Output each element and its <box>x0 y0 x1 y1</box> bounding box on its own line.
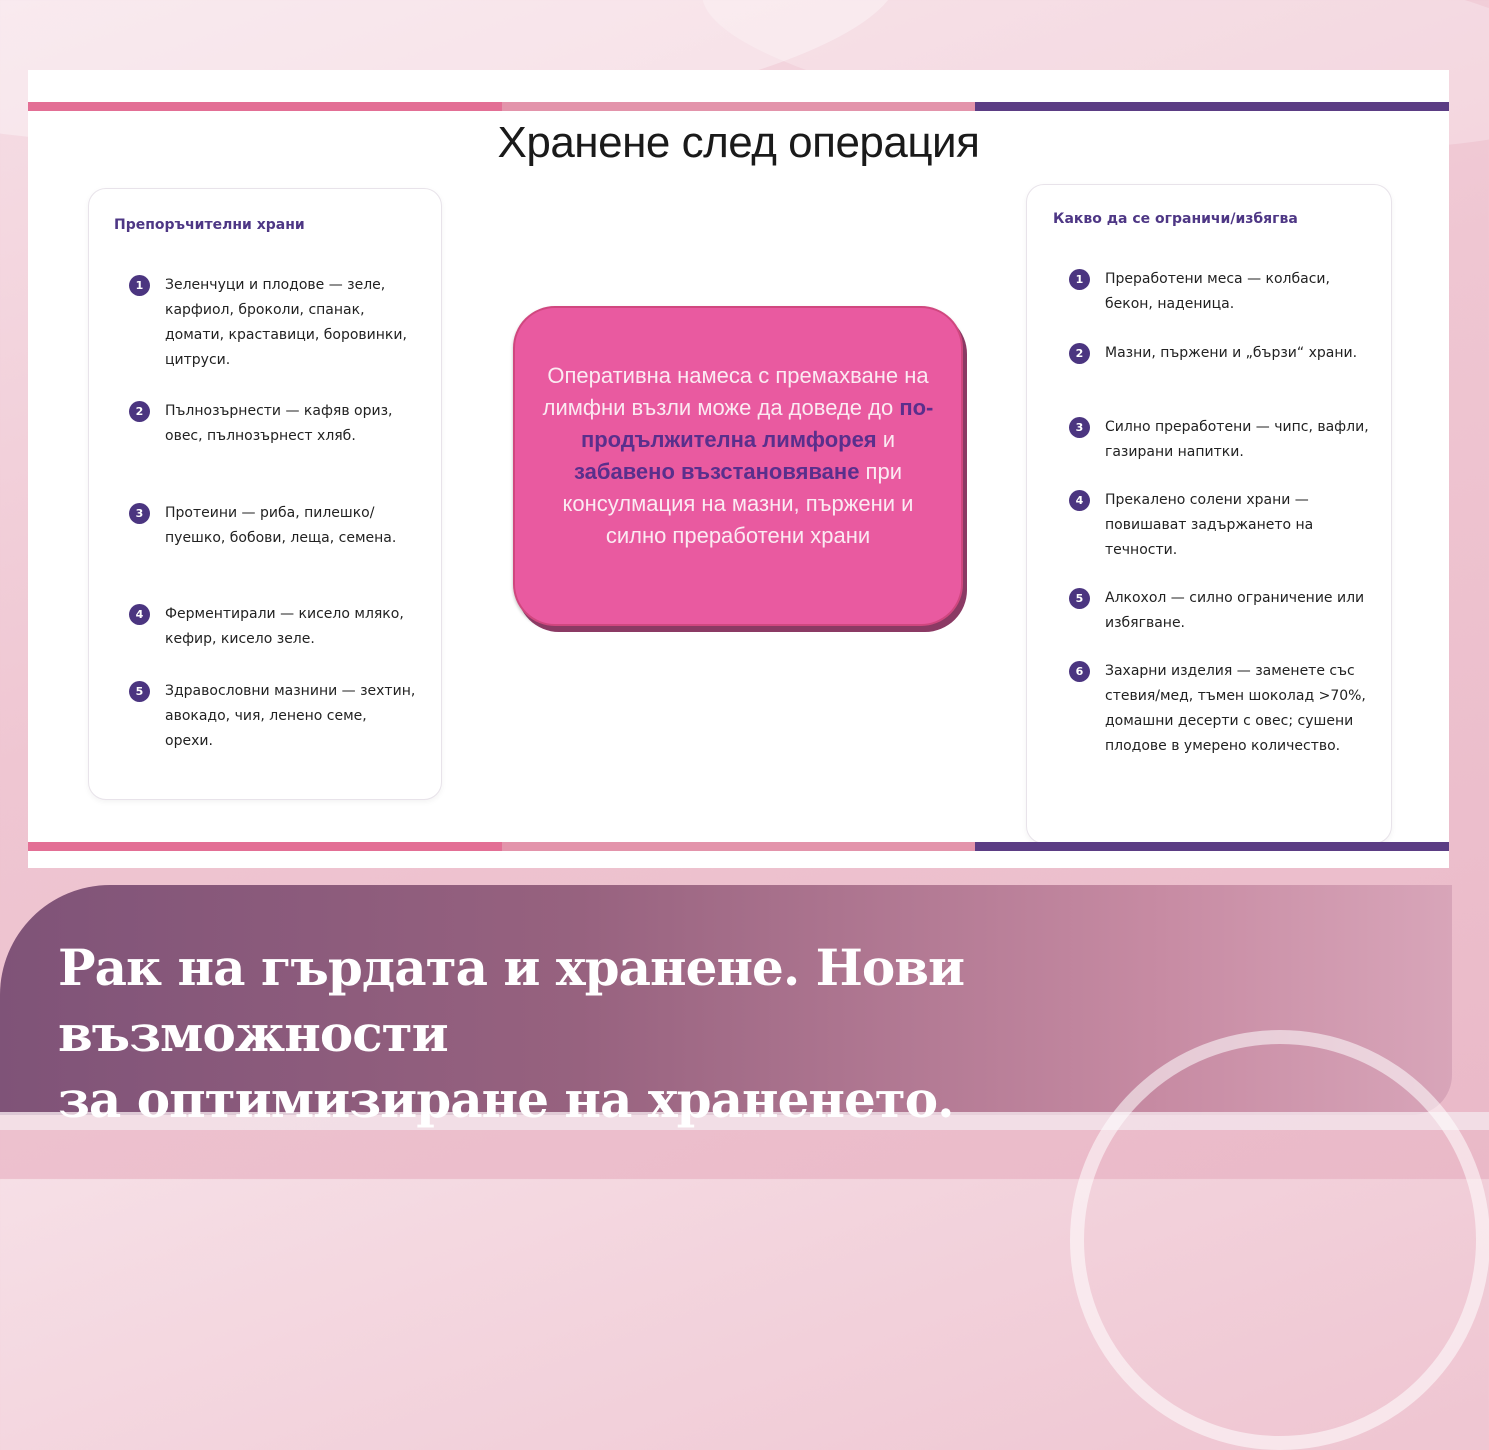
number-badge: 6 <box>1069 661 1090 682</box>
banner-title-line-2: за оптимизиране на храненето. <box>58 1070 954 1129</box>
list-item-text: Алкохол — силно ограничение или избягване. <box>1105 590 1365 631</box>
warning-text: Оперативна намеса с премахване на лимфни възли може да доведе до по-продължителна лимфорея и забавено възстановяване при консулмация на мазни, пържени и силно преработени храни <box>542 363 934 548</box>
top-stripe <box>28 102 1449 111</box>
list-item <box>129 602 419 652</box>
list-item <box>129 501 419 551</box>
slide-title: Хранене след операция <box>497 118 980 167</box>
list-item <box>1069 586 1369 636</box>
highlight-recovery: забавено възстановяване <box>573 459 860 484</box>
list-item-text: Прекалено солени храни — повишават задържането на течности. <box>1105 492 1314 558</box>
list-item <box>1069 415 1369 465</box>
number-badge: 1 <box>1069 269 1090 290</box>
card-heading: Препоръчителни храни <box>114 217 305 233</box>
recommended-foods-card <box>88 188 442 800</box>
list-item <box>1069 659 1369 759</box>
slide <box>28 70 1449 868</box>
list-item-text: Пълнозърнести — кафяв ориз, овес, пълнозърнест хляб. <box>165 403 393 444</box>
list-item-text: Силно преработени — чипс, вафли, газирани напитки. <box>1105 419 1369 460</box>
banner-title <box>58 935 1358 1133</box>
list-item-text: Здравословни мазнини — зехтин, авокадо, чия, ленено семе, орехи. <box>165 683 416 749</box>
list-item-text: Зеленчуци и плодове — зеле, карфиол, броколи, спанак, домати, краставици, боровинки, цитруси. <box>165 277 407 368</box>
number-badge: 4 <box>129 604 150 625</box>
list-item-text: Мазни, пържени и „бързи“ храни. <box>1105 345 1358 361</box>
number-badge: 5 <box>1069 588 1090 609</box>
list-item <box>129 399 419 449</box>
foods-to-limit-card <box>1026 184 1392 844</box>
list-item <box>1069 267 1369 317</box>
number-badge: 2 <box>129 401 150 422</box>
list-item-text: Преработени меса — колбаси, бекон, наденица. <box>1105 271 1330 312</box>
number-badge: 5 <box>129 681 150 702</box>
list-item-text: Захарни изделия — заменете със стевия/мед, тъмен шоколад >70%, домашни десерти с овес; сушени плодове в умерено количество. <box>1105 663 1366 754</box>
number-badge: 4 <box>1069 490 1090 511</box>
lymphorrhea-warning-box <box>513 306 963 626</box>
list-item <box>129 679 419 754</box>
card-heading: Какво да се ограничи/избягва <box>1053 211 1298 227</box>
banner-title-line-1: Рак на гърдата и хранене. Нови възможности <box>58 938 965 1063</box>
list-item-text: Ферментирали — кисело мляко, кефир, кисело зеле. <box>165 606 404 647</box>
list-item <box>1069 488 1369 563</box>
number-badge: 3 <box>129 503 150 524</box>
list-item <box>1069 341 1369 366</box>
number-badge: 2 <box>1069 343 1090 364</box>
bottom-stripe <box>28 842 1449 851</box>
highlight-lymphorrhea: по-продължителна лимфорея <box>580 395 934 452</box>
number-badge: 1 <box>129 275 150 296</box>
number-badge: 3 <box>1069 417 1090 438</box>
list-item-text: Протеини — риба, пилешко/ пуешко, бобови, леща, семена. <box>165 505 397 546</box>
list-item <box>129 273 419 373</box>
